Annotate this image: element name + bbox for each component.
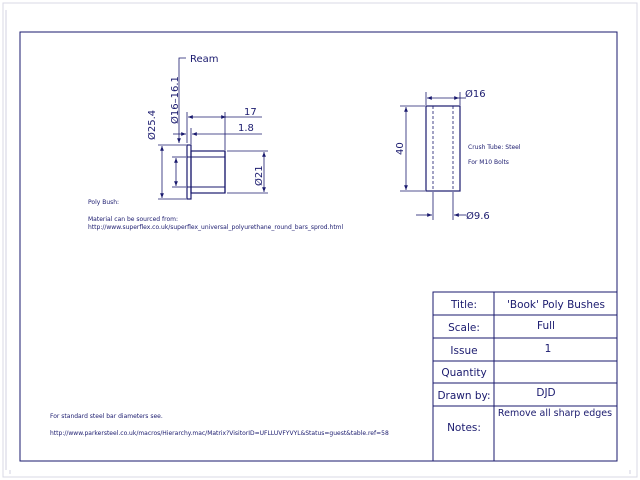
dim-flange-thickness: 1.8 <box>238 123 254 134</box>
tube-note-material: Crush Tube: Steel <box>468 144 521 151</box>
title-block <box>433 292 617 461</box>
dim-body-diameter: Ø21 <box>254 165 265 186</box>
scale-label: Scale: <box>448 322 480 334</box>
notes-label: Notes: <box>447 422 481 434</box>
drawn-by-value: DJD <box>536 387 556 399</box>
bush-flange <box>187 145 191 199</box>
drawn-by-label: Drawn by: <box>437 390 491 402</box>
title-label: Title: <box>450 299 478 311</box>
poly-bush-note-source: Material can be sourced from: <box>88 216 178 223</box>
dim-outer-diameter: Ø25.4 <box>147 109 158 140</box>
tube-dim-length: 40 <box>395 142 406 155</box>
issue-label: Issue <box>450 345 478 357</box>
crush-tube-view <box>395 88 521 222</box>
tube-dim-inner: Ø9.6 <box>466 211 490 222</box>
dim-length: 17 <box>244 107 257 118</box>
notes-value: Remove all sharp edges <box>497 408 613 419</box>
scale-value: Full <box>537 320 555 332</box>
footer-note-line1: For standard steel bar diameters see. <box>50 413 163 420</box>
poly-bush-note-title: Poly Bush: <box>88 199 120 206</box>
issue-value: 1 <box>544 343 552 355</box>
ream-label: Ream <box>190 54 219 65</box>
poly-bush-note-url: http://www.superflex.co.uk/superflex_universal_polyurethane_round_bars_sprod.html <box>88 224 344 231</box>
drawing-border <box>20 32 617 461</box>
tube-body <box>426 106 460 191</box>
footer-note-line2: http://www.parkersteel.co.uk/macros/Hierarchy.mac/Matrix?VisitorID=UFLLUVFYVYL&Status=guest&table.ref=58 <box>50 430 389 437</box>
quantity-label: Quantity <box>441 367 487 379</box>
dim-bore-diameter: Ø16–16.1 <box>170 76 181 124</box>
poly-bush-view <box>88 54 344 231</box>
tube-dim-outer: Ø16 <box>465 89 486 100</box>
tube-note-bolts: For M10 Bolts <box>468 159 509 166</box>
title-value: 'Book' Poly Bushes <box>506 299 606 311</box>
